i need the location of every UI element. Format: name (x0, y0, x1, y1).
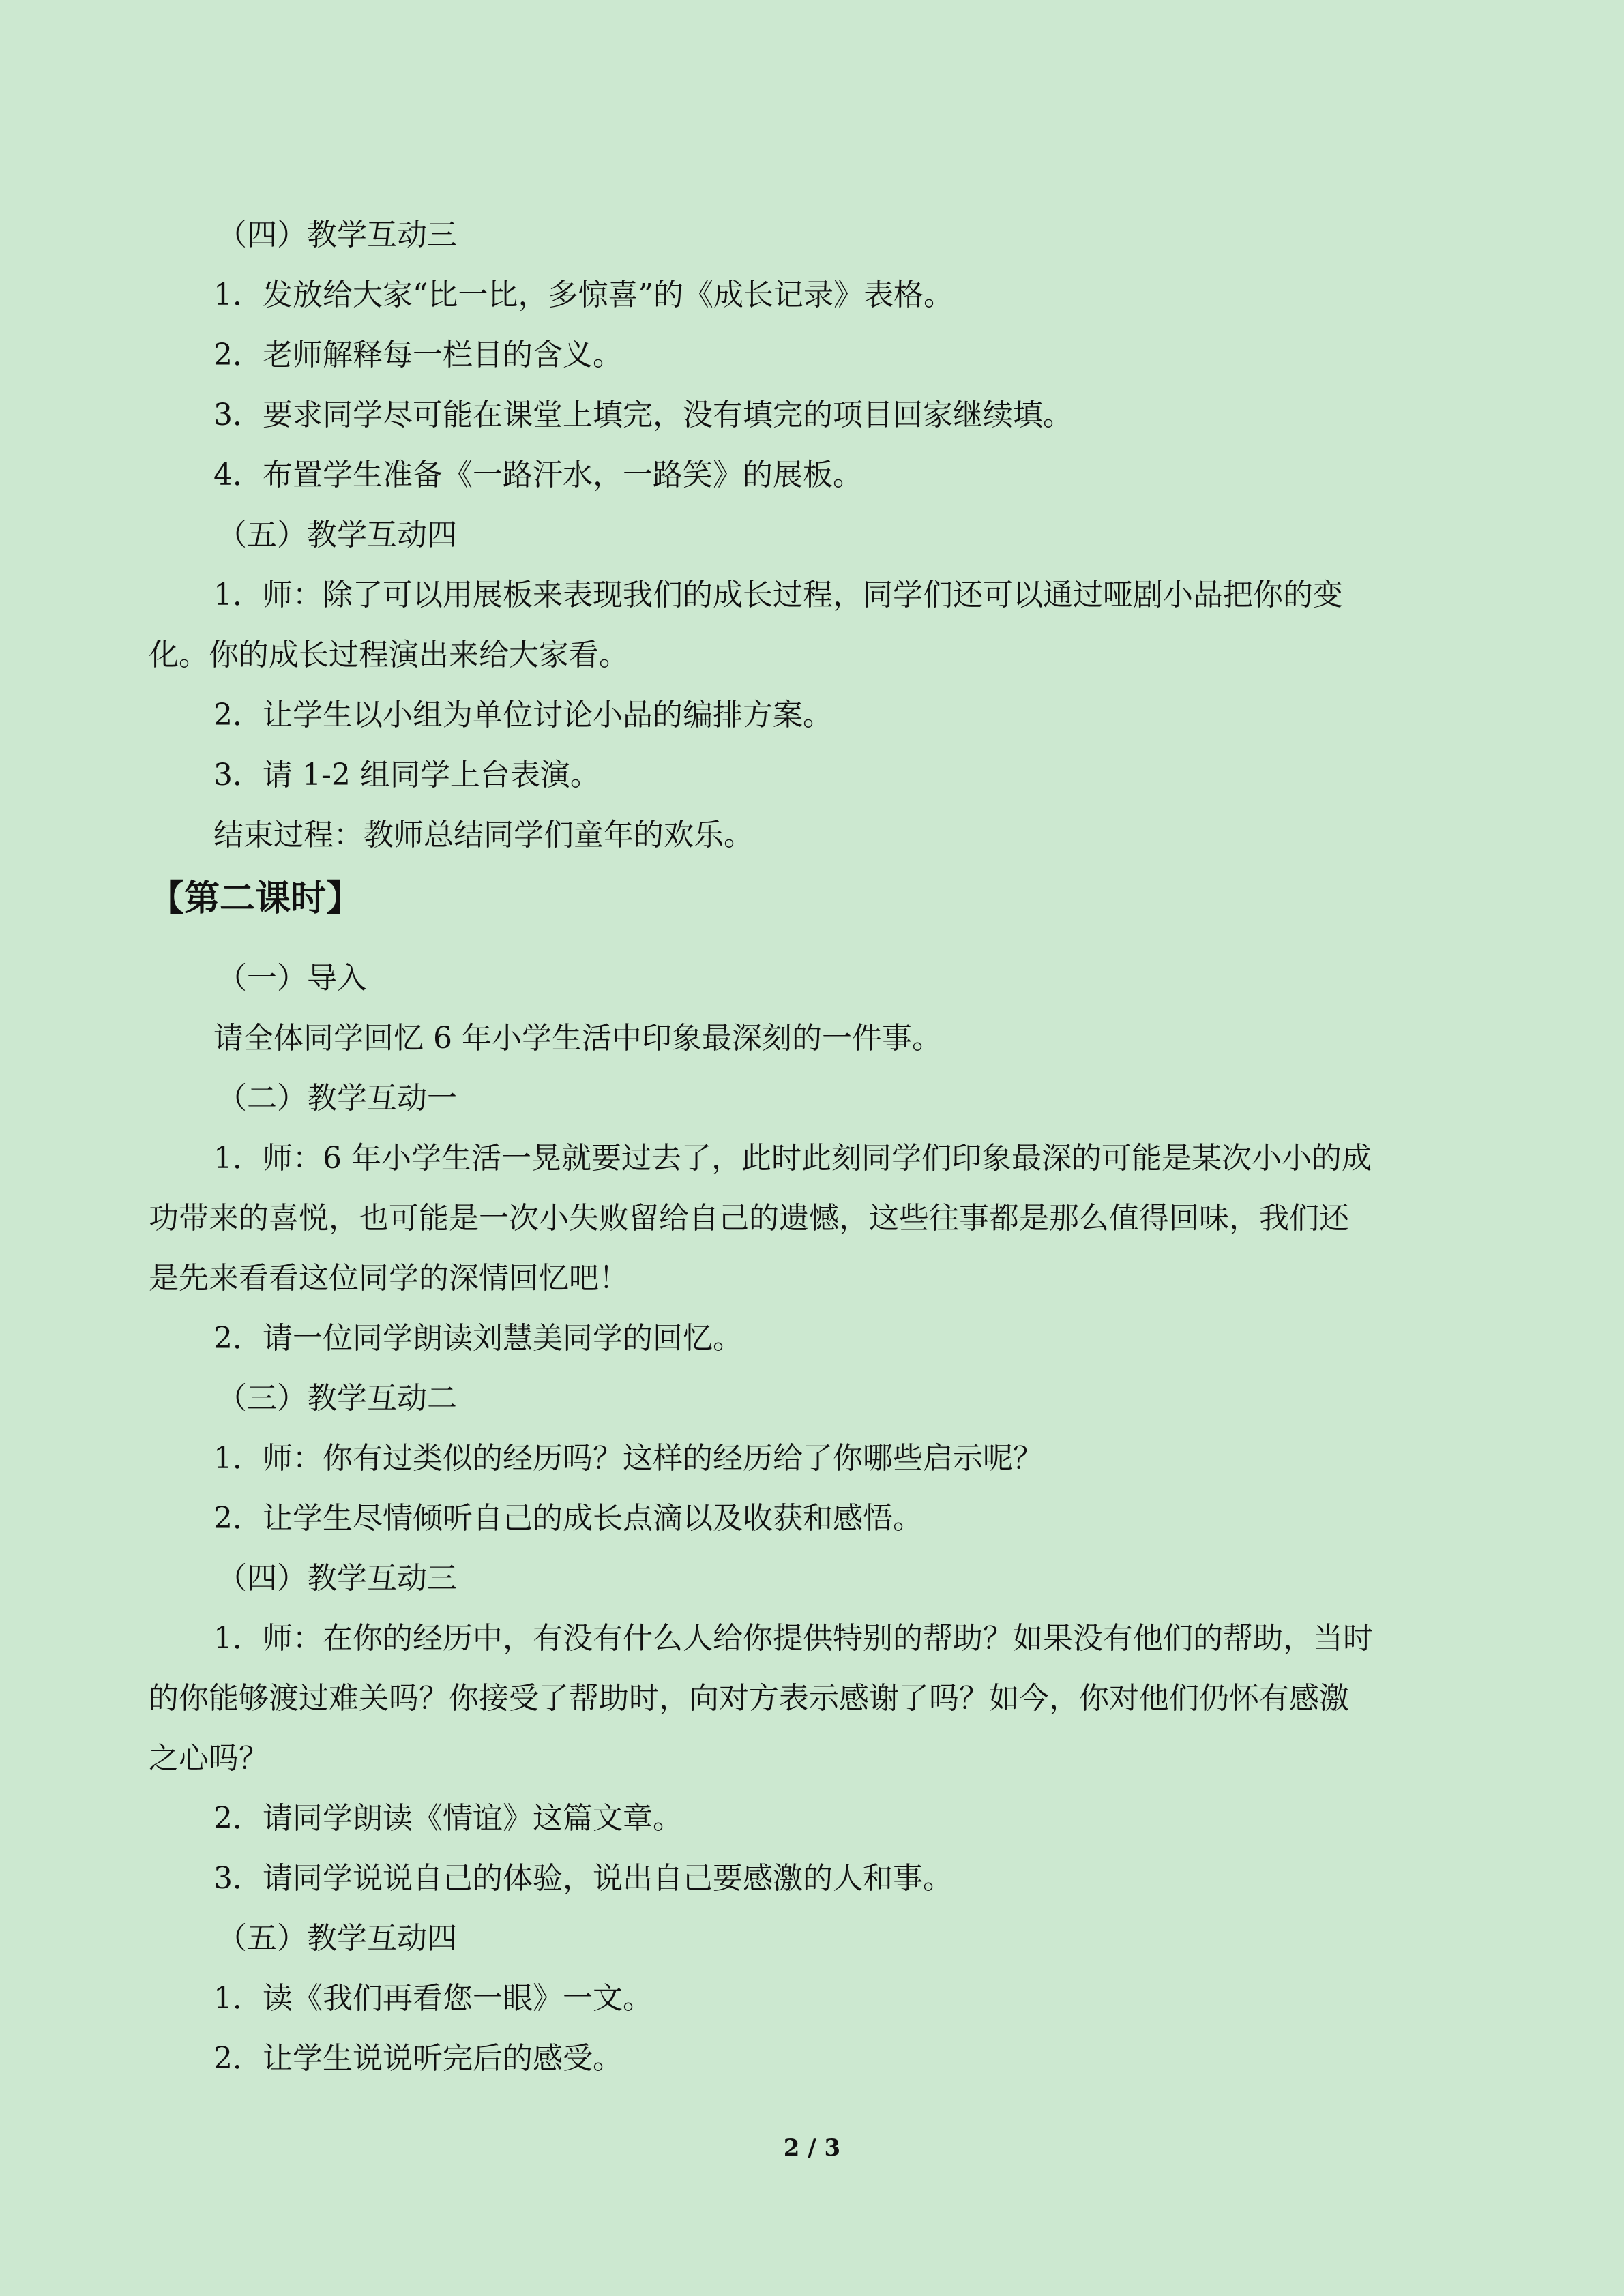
subheading-interaction-3: （四）教学互动三 (217, 218, 457, 252)
subheading-interaction-3b: （四）教学互动三 (217, 1561, 457, 1596)
list-item: 2．让学生尽情倾听自己的成长点滴以及收获和感悟。 (213, 1501, 923, 1536)
list-item: 1．读《我们再看您一眼》一文。 (213, 1981, 653, 2016)
list-item: 1．发放给大家“比一比，多惊喜”的《成长记录》表格。 (213, 278, 954, 312)
list-item: 2．让学生说说听完后的感受。 (213, 2041, 623, 2076)
list-item: 2．请一位同学朗读刘慧美同学的回忆。 (213, 1321, 743, 1356)
section-heading: 【第二课时】 (149, 878, 362, 919)
paragraph-line: 1．师：6 年小学生活一晃就要过去了，此时此刻同学们印象最深的可能是某次小小的成 (213, 1141, 1372, 1176)
paragraph-line: 之心吗？ (149, 1741, 269, 1776)
paragraph-line: 是先来看看这位同学的深情回忆吧！ (149, 1261, 629, 1296)
page-number: 2 / 3 (783, 2134, 841, 2162)
list-item: 3．请同学说说自己的体验，说出自己要感激的人和事。 (213, 1861, 953, 1896)
list-item: 3．请 1-2 组同学上台表演。 (213, 758, 600, 792)
paragraph-line: 1．师：除了可以用展板来表现我们的成长过程，同学们还可以通过哑剧小品把你的变 (213, 578, 1343, 612)
paragraph-line: 1．师：在你的经历中，有没有什么人给你提供特别的帮助？如果没有他们的帮助，当时 (213, 1621, 1373, 1656)
list-item: 2．让学生以小组为单位讨论小品的编排方案。 (213, 698, 833, 732)
list-item: 2．老师解释每一栏目的含义。 (213, 338, 623, 372)
list-item: 2．请同学朗读《情谊》这篇文章。 (213, 1801, 683, 1836)
list-item: 4．布置学生准备《一路汗水，一路笑》的展板。 (213, 458, 863, 492)
list-item: 3．要求同学尽可能在课堂上填完，没有填完的项目回家继续填。 (213, 398, 1073, 432)
list-item: 1．师：你有过类似的经历吗？这样的经历给了你哪些启示呢？ (213, 1441, 1043, 1476)
subheading-interaction-4: （五）教学互动四 (217, 518, 457, 552)
paragraph-line: 结束过程：教师总结同学们童年的欢乐。 (213, 818, 754, 852)
subheading-interaction-4b: （五）教学互动四 (217, 1921, 457, 1956)
paragraph-line: 请全体同学回忆 6 年小学生活中印象最深刻的一件事。 (213, 1021, 942, 1056)
subheading-intro: （一）导入 (217, 961, 367, 996)
paragraph-line: 化。你的成长过程演出来给大家看。 (149, 638, 629, 672)
subheading-interaction-1: （二）教学互动一 (217, 1081, 457, 1116)
paragraph-line: 的你能够渡过难关吗？你接受了帮助时，向对方表示感谢了吗？如今，你对他们仍怀有感激 (149, 1681, 1349, 1716)
paragraph-line: 功带来的喜悦，也可能是一次小失败留给自己的遗憾，这些往事都是那么值得回味，我们还 (149, 1201, 1349, 1236)
subheading-interaction-2: （三）教学互动二 (217, 1381, 457, 1416)
